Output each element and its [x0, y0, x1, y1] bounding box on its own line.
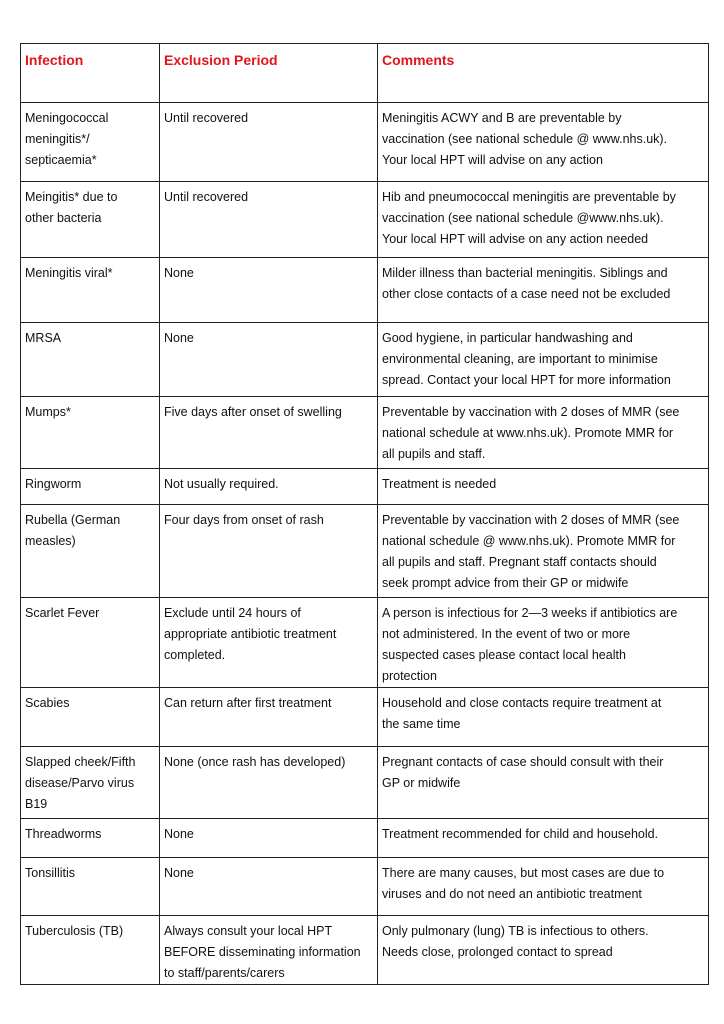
exclusion-period-cell: None — [160, 258, 378, 323]
exclusion-period-cell: None — [160, 858, 378, 916]
exclusion-period-cell: Not usually required. — [160, 469, 378, 505]
exclusion-period-cell: Four days from onset of rash — [160, 505, 378, 598]
comments-cell: Only pulmonary (lung) TB is infectious to others. Needs close, prolonged contact to spread — [378, 916, 709, 985]
exclusion-period-cell: Can return after first treatment — [160, 688, 378, 747]
table-row — [21, 323, 709, 397]
comments-cell: Treatment recommended for child and household. — [378, 819, 709, 858]
comments-cell: Treatment is needed — [378, 469, 709, 505]
comments-cell: Good hygiene, in particular handwashing and environmental cleaning, are important to minimise spread. Contact your local HPT for more information — [378, 323, 709, 397]
exclusion-period-cell: Five days after onset of swelling — [160, 397, 378, 469]
infection-cell: Mumps* — [21, 397, 160, 469]
comments-cell: Hib and pneumococcal meningitis are preventable by vaccination (see national schedule @www.nhs.uk). Your local HPT will advise on any action needed — [378, 182, 709, 258]
infection-cell: Tuberculosis (TB) — [21, 916, 160, 985]
exclusion-period-cell: None (once rash has developed) — [160, 747, 378, 819]
header-exclusion-period: Exclusion Period — [160, 44, 378, 103]
table-row — [21, 182, 709, 258]
table-row — [21, 505, 709, 598]
infection-cell: Meningitis viral* — [21, 258, 160, 323]
table-row — [21, 469, 709, 505]
infection-cell: Rubella (German measles) — [21, 505, 160, 598]
table-row — [21, 598, 709, 688]
table-row — [21, 258, 709, 323]
comments-cell: Household and close contacts require treatment at the same time — [378, 688, 709, 747]
table-row — [21, 916, 709, 985]
infection-cell: Threadworms — [21, 819, 160, 858]
exclusion-period-cell: Until recovered — [160, 182, 378, 258]
table-row — [21, 747, 709, 819]
infection-cell: Slapped cheek/Fifth disease/Parvo virus B19 — [21, 747, 160, 819]
infection-cell: Tonsillitis — [21, 858, 160, 916]
exclusion-table — [20, 43, 709, 985]
comments-cell: Milder illness than bacterial meningitis. Siblings and other close contacts of a case need not be excluded — [378, 258, 709, 323]
header-comments: Comments — [378, 44, 709, 103]
comments-cell: A person is infectious for 2—3 weeks if antibiotics are not administered. In the event of two or more suspected cases please contact local health protection — [378, 598, 709, 688]
comments-cell: There are many causes, but most cases are due to viruses and do not need an antibiotic treatment — [378, 858, 709, 916]
table-row — [21, 103, 709, 182]
table-row — [21, 858, 709, 916]
table-row — [21, 397, 709, 469]
infection-cell: Scabies — [21, 688, 160, 747]
table-header-row — [21, 44, 709, 103]
table-row — [21, 688, 709, 747]
comments-cell: Preventable by vaccination with 2 doses of MMR (see national schedule @ www.nhs.uk). Promote MMR for all pupils and staff. Pregnant staff contacts should seek prompt advice from their GP or midwife — [378, 505, 709, 598]
header-infection: Infection — [21, 44, 160, 103]
infection-cell: Ringworm — [21, 469, 160, 505]
exclusion-period-cell: Until recovered — [160, 103, 378, 182]
exclusion-period-cell: Always consult your local HPT BEFORE disseminating information to staff/parents/carers — [160, 916, 378, 985]
exclusion-period-cell: None — [160, 323, 378, 397]
exclusion-period-cell: None — [160, 819, 378, 858]
comments-cell: Pregnant contacts of case should consult with their GP or midwife — [378, 747, 709, 819]
exclusion-period-cell: Exclude until 24 hours of appropriate antibiotic treatment completed. — [160, 598, 378, 688]
comments-cell: Preventable by vaccination with 2 doses of MMR (see national schedule at www.nhs.uk). Promote MMR for all pupils and staff. — [378, 397, 709, 469]
infection-cell: Scarlet Fever — [21, 598, 160, 688]
infection-cell: Meningococcal meningitis*/ septicaemia* — [21, 103, 160, 182]
table-row — [21, 819, 709, 858]
infection-cell: Meingitis* due to other bacteria — [21, 182, 160, 258]
comments-cell: Meningitis ACWY and B are preventable by vaccination (see national schedule @ www.nhs.uk). Your local HPT will advise on any action — [378, 103, 709, 182]
infection-cell: MRSA — [21, 323, 160, 397]
